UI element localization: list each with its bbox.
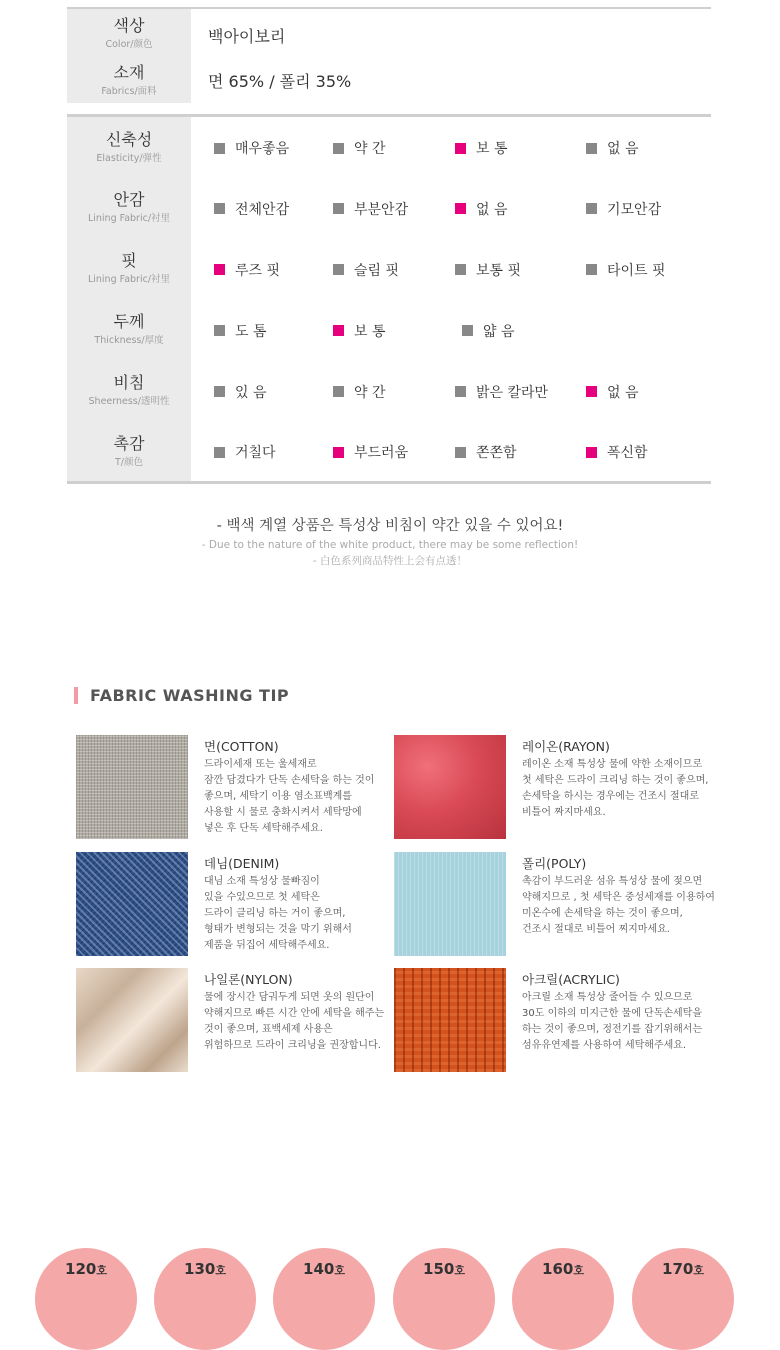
- fabric-value-cell: [191, 57, 711, 103]
- fabric-description: [522, 757, 707, 821]
- property-option: [214, 321, 267, 341]
- fabric-desc-line: 비틀어 짜지마세요.: [522, 807, 606, 818]
- option-text: 약 간: [354, 141, 386, 157]
- fabric-swatch-image: [76, 735, 188, 839]
- property-option: [333, 382, 386, 402]
- fabric-desc-line: 촉감이 부드러운 섬유 특성상 물에 젖으면: [522, 876, 703, 887]
- size-number: 150: [423, 1260, 455, 1278]
- option-text: 부분안감: [354, 201, 409, 218]
- fabric-swatch-image: [394, 968, 506, 1072]
- sheerness-note-ko: - 백색 계열 상품은 특성상 비침이 약간 있을 수 있어요!: [216, 518, 564, 534]
- option-marker-icon: [214, 325, 225, 336]
- fabric-swatch-image: [394, 852, 506, 956]
- property-options-cell: [191, 238, 711, 299]
- option-text: 기모안감: [607, 201, 662, 218]
- fabric-description: [204, 757, 389, 837]
- size-unit: 호: [454, 1264, 465, 1277]
- fabric-desc-line: 레이온 소재 특성상 물에 약한 소재이므로: [522, 759, 703, 770]
- option-marker-icon: [455, 386, 466, 397]
- fabric-title: 데님(DENIM): [204, 856, 280, 871]
- size-number: 140: [303, 1260, 335, 1278]
- property-row: [67, 360, 711, 421]
- size-label: [393, 1260, 495, 1278]
- size-unit: 호: [215, 1264, 226, 1277]
- size-badge[interactable]: [512, 1248, 614, 1350]
- property-option: [214, 138, 289, 158]
- fabric-label: 소재: [113, 62, 145, 82]
- property-option: [333, 321, 386, 341]
- fabric-desc-line: 사용할 시 물로 충화시켜서 세탁망에: [204, 807, 362, 818]
- option-marker-icon: [586, 386, 597, 397]
- property-option: [455, 138, 508, 158]
- option-text: 밝은 칼라만: [476, 384, 549, 401]
- option-marker-icon: [586, 203, 597, 214]
- properties-table: [67, 114, 711, 484]
- size-label: [632, 1260, 734, 1278]
- fabric-desc-line: 대님 소재 특성상 물빠짐이: [204, 876, 320, 887]
- size-unit: 호: [96, 1264, 107, 1277]
- property-options-cell: [191, 177, 711, 238]
- fabric-swatch-image: [76, 968, 188, 1072]
- option-marker-icon: [214, 264, 225, 275]
- option-text: 슬림 핏: [354, 262, 400, 279]
- property-label-cell: [67, 421, 191, 481]
- fabric-desc-line: 손세탁을 하시는 경우에는 건조시 절대로: [522, 791, 699, 802]
- option-text: 없 음: [607, 384, 639, 401]
- fabric-description: [522, 990, 707, 1054]
- option-text: 약 간: [354, 384, 386, 401]
- option-marker-icon: [333, 203, 344, 214]
- option-text: 거칠다: [235, 445, 276, 461]
- fabric-desc-line: 넣은 후 단독 세탁해주세요.: [204, 823, 323, 834]
- fabric-desc-line: 첫 세탁은 드라이 크리닝 하는 것이 좋으며,: [522, 775, 709, 786]
- property-label: 핏: [121, 251, 137, 270]
- fabric-label-cell: [67, 57, 191, 103]
- property-row: [67, 238, 711, 299]
- fabric-desc-line: 건조시 절대로 비틀어 찌지마세요.: [522, 924, 670, 935]
- option-marker-icon: [455, 264, 466, 275]
- option-text: 쫀쫀함: [476, 445, 517, 461]
- property-label-sub: Thickness/厚度: [94, 335, 164, 346]
- fabric-description: [204, 874, 389, 954]
- size-unit: 호: [573, 1264, 584, 1277]
- fabric-desc-line: 잠깐 담겼다가 단독 손세탁을 하는 것이: [204, 775, 375, 786]
- sheerness-note-zh: - 白色系列商品特性上会有点透！: [312, 555, 468, 567]
- option-text: 보 통: [476, 141, 508, 157]
- fabric-desc-line: 약해지므로 , 첫 세탁은 중성세재를 이용하여: [522, 892, 715, 903]
- washing-tip-heading: [74, 686, 289, 705]
- property-option: [455, 260, 521, 280]
- property-option: [586, 382, 639, 402]
- option-text: 매우좋음: [235, 141, 290, 157]
- property-row: [67, 421, 711, 481]
- property-option: [462, 321, 515, 341]
- size-unit: 호: [693, 1264, 704, 1277]
- option-text: 폭신함: [607, 445, 648, 461]
- option-marker-icon: [455, 447, 466, 458]
- option-text: 부드러움: [354, 445, 409, 461]
- property-option: [333, 138, 386, 158]
- size-badge[interactable]: [35, 1248, 137, 1350]
- option-marker-icon: [333, 447, 344, 458]
- option-marker-icon: [333, 143, 344, 154]
- basic-info-table: [67, 7, 711, 103]
- property-option: [586, 442, 648, 462]
- property-label: 두께: [113, 312, 145, 331]
- property-label-cell: [67, 117, 191, 177]
- size-number: 170: [662, 1260, 694, 1278]
- option-marker-icon: [455, 143, 466, 154]
- option-text: 보 통: [354, 323, 386, 340]
- fabric-desc-line: 드라이 클리닝 하는 거이 좋으며,: [204, 908, 346, 919]
- option-text: 타이트 핏: [607, 262, 666, 279]
- fabric-title: 아크릴(ACRYLIC): [522, 972, 620, 987]
- property-label-cell: [67, 299, 191, 360]
- property-label-sub: Elasticity/弹性: [96, 152, 162, 164]
- option-marker-icon: [214, 386, 225, 397]
- fabric-title: 나일론(NYLON): [204, 972, 293, 987]
- property-option: [455, 442, 517, 462]
- option-text: 루즈 핏: [235, 262, 281, 279]
- fabric-desc-line: 약해지므로 빠른 시간 안에 세탁을 해주는: [204, 1008, 385, 1019]
- option-marker-icon: [455, 203, 466, 214]
- color-label: 색상: [113, 15, 145, 35]
- option-marker-icon: [214, 203, 225, 214]
- option-marker-icon: [333, 386, 344, 397]
- color-value-cell: [191, 9, 711, 57]
- fabric-swatch-image: [394, 735, 506, 839]
- fabric-desc-line: 위험하므로 드라이 크리닝을 권장합니다.: [204, 1040, 381, 1051]
- property-label: 안감: [113, 190, 145, 209]
- property-option: [214, 260, 280, 280]
- fabric-label-sub: Fabrics/面料: [101, 85, 157, 97]
- heading-accent-bar: [74, 687, 78, 704]
- color-row: [67, 9, 711, 57]
- fabric-description: [204, 990, 389, 1054]
- sheerness-note-en: - Due to the nature of the white product, there may be some reflection!: [201, 539, 579, 551]
- option-marker-icon: [462, 325, 473, 336]
- fabric-desc-line: 미온수에 손세탁을 하는 것이 좋으며,: [522, 908, 683, 919]
- size-label: [273, 1260, 375, 1278]
- fabric-desc-line: 드라이세재 또는 울세재로: [204, 759, 317, 770]
- property-label: 촉감: [113, 433, 145, 453]
- fabric-desc-line: 섬유유연제를 사용하여 세탁해주세요.: [522, 1040, 687, 1051]
- size-badge[interactable]: [273, 1248, 375, 1350]
- property-label-sub: T/颜色: [114, 456, 143, 468]
- fabric-desc-line: 것이 좋으며, 표백세제 사용은: [204, 1024, 333, 1035]
- option-text: 전체안감: [235, 201, 290, 218]
- property-option: [586, 260, 666, 280]
- fabric-title: 폴리(POLY): [522, 856, 587, 871]
- property-label-cell: [67, 177, 191, 238]
- option-marker-icon: [586, 264, 597, 275]
- option-marker-icon: [214, 447, 225, 458]
- property-label-sub: Sheerness/透明性: [88, 396, 170, 407]
- property-option: [455, 199, 508, 219]
- property-option: [333, 442, 408, 462]
- fabric-value: 면 65% / 폴리 35%: [208, 72, 352, 91]
- property-label: 신축성: [105, 129, 153, 149]
- property-label-cell: [67, 360, 191, 421]
- color-label-cell: [67, 9, 191, 57]
- property-options-cell: [191, 421, 711, 481]
- property-option: [586, 199, 661, 219]
- option-marker-icon: [214, 143, 225, 154]
- fabric-desc-line: 제품을 뒤집어 세탁해주세요.: [204, 940, 330, 951]
- property-options-cell: [191, 299, 711, 360]
- fabric-swatch-image: [76, 852, 188, 956]
- size-label: [512, 1260, 614, 1278]
- fabric-desc-line: 하는 것이 좋으며, 정전기를 잡기위해서는: [522, 1024, 703, 1035]
- property-label-cell: [67, 238, 191, 299]
- option-marker-icon: [333, 264, 344, 275]
- size-label: [154, 1260, 256, 1278]
- fabric-description: [522, 874, 715, 938]
- property-row: [67, 299, 711, 360]
- option-marker-icon: [586, 143, 597, 154]
- property-label: 비침: [113, 373, 145, 392]
- size-badge[interactable]: [393, 1248, 495, 1350]
- fabric-desc-line: 아크릴 소재 특성상 줄어들 수 있으므로: [522, 992, 693, 1003]
- property-options-cell: [191, 117, 711, 177]
- fabric-title: 레이온(RAYON): [522, 739, 610, 754]
- property-option: [586, 138, 639, 158]
- fabric-title: 면(COTTON): [204, 739, 279, 754]
- option-marker-icon: [333, 325, 344, 336]
- size-number: 120: [65, 1260, 97, 1278]
- property-options-cell: [191, 360, 711, 421]
- property-label-sub: Lining Fabric/衬里: [87, 274, 171, 285]
- property-row: [67, 177, 711, 238]
- washing-tip-title: FABRIC WASHING TIP: [90, 686, 290, 705]
- fabric-desc-line: 좋으며, 세탁기 이용 염소표백계를: [204, 791, 352, 802]
- property-option: [214, 199, 289, 219]
- fabric-desc-line: 있을 수있으므로 첫 세탁은: [204, 892, 320, 903]
- property-label-sub: Lining Fabric/衬里: [87, 213, 171, 224]
- size-number: 130: [184, 1260, 216, 1278]
- property-option: [333, 260, 399, 280]
- size-label: [35, 1260, 137, 1278]
- property-option: [333, 199, 408, 219]
- fabric-desc-line: 물에 장시간 담궈두게 되면 옷의 원단이: [204, 992, 375, 1003]
- size-badge[interactable]: [632, 1248, 734, 1350]
- option-marker-icon: [586, 447, 597, 458]
- fabric-row: [67, 57, 711, 103]
- property-row: [67, 117, 711, 177]
- option-text: 없 음: [476, 201, 508, 218]
- property-option: [214, 382, 267, 402]
- fabric-desc-line: 형태가 변형되는 것을 막기 위해서: [204, 924, 352, 935]
- option-text: 얇 음: [483, 323, 515, 340]
- color-value: 백아이보리: [208, 27, 286, 46]
- option-text: 보통 핏: [476, 262, 522, 279]
- option-text: 없 음: [607, 141, 639, 157]
- size-badge[interactable]: [154, 1248, 256, 1350]
- property-option: [455, 382, 548, 402]
- option-text: 도 톰: [235, 323, 267, 340]
- fabric-desc-line: 30도 이하의 미지근한 물에 단독손세탁을: [522, 1008, 702, 1019]
- size-number: 160: [542, 1260, 574, 1278]
- option-text: 있 음: [235, 384, 267, 401]
- color-label-sub: Color/颜色: [105, 38, 153, 50]
- size-unit: 호: [334, 1264, 345, 1277]
- property-option: [214, 442, 276, 462]
